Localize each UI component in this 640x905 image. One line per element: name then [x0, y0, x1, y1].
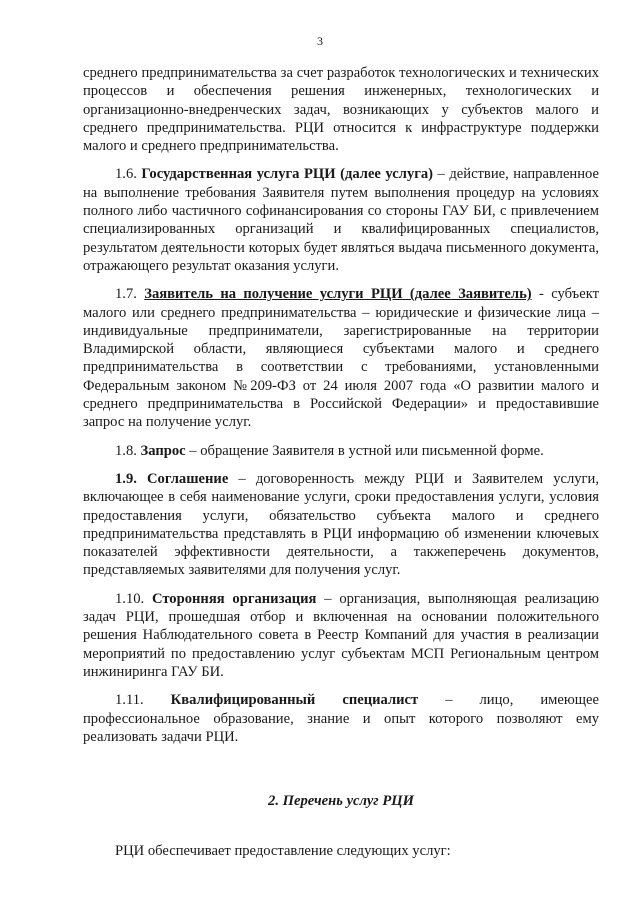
term-qualified-specialist: Квалифицированный специалист	[170, 692, 419, 709]
definition-text: – действие, направленное на выполнение требования Заявителя путем выполнения процедур на условиях полного либо частичного софинансирования со стороны ГАУ БИ, с привлечением специализированных организаций и квалифицированных специалистов, результатом деятельности которых будет являться выдача письменного документа, отражающего результат оказания услуги.	[83, 166, 599, 274]
page-number: 3	[317, 34, 323, 48]
term-applicant: Заявитель на получение услуги РЦИ (далее Заявитель)	[144, 286, 532, 303]
paragraph-number: 1.7.	[115, 286, 137, 303]
term-state-service: Государственная услуга РЦИ (далее услуга)	[141, 166, 434, 183]
term-third-party-organization: Сторонняя организация	[151, 590, 317, 607]
term-request: Запрос	[140, 442, 186, 459]
paragraph-1-8	[83, 442, 599, 460]
paragraph-number: 1.6.	[115, 166, 137, 183]
definition-text: – договоренность между РЦИ и Заявителем услуги, включающее в себя наименование услуги, сроки предоставления услуги, условия предоставления услуги, обязательство субъекта малого и среднего предпринимательства представлять в РЦИ информацию об изменении ключевых показателей эффективности деятельности, а такжеперечень документов, представляемых заявителями для получения услуг.	[83, 470, 599, 579]
section-2-intro: РЦИ обеспечивает предоставление следующих услуг:	[115, 843, 451, 860]
paragraph-number: 1.11.	[115, 692, 144, 709]
term-agreement: Соглашение	[147, 470, 229, 487]
paragraph-number: 1.9.	[115, 470, 137, 487]
paragraph-1-7	[83, 285, 599, 431]
definition-text: – обращение Заявителя в устной или письменной форме.	[185, 442, 544, 459]
paragraph-1-11	[83, 691, 599, 746]
paragraph-intro: среднего предпринимательства за счет разработок технологических и технических процессов и обеспечения решения инженерных, технологических и организационно-внедренческих задач, возникающих у субъектов малого и среднего предпринимательства. РЦИ относится к инфраструктуре поддержки малого и среднего предпринимательства.	[83, 65, 599, 155]
definition-text: - субъект малого или среднего предпринимательства – юридические и физические лица – индивидуальные предприниматели, зарегистрированные на территории Владимирской области, являющиеся субъектами малого и среднего предпринимательства в соответствии с требованиями, установленными Федеральным законом №209-ФЗ от 24 июля 2007 года «О развитии малого и среднего предпринимательства в Российской Федерации» и предоставившие запрос на получение услуг.	[83, 286, 599, 431]
definition-text: – организация, выполняющая реализацию задач РЦИ, прошедшая отбор и включенная на основании положительного решения Наблюдательного совета в Реестр Компаний для участия в реализации мероприятий по предоставлению услуг субъектам МСП Региональным центром инжиниринга ГАУ БИ.	[83, 590, 599, 680]
definition-text: – лицо, имеющее профессиональное образование, знание и опыт которого позволяют ему реализовать задачи РЦИ.	[83, 692, 599, 745]
paragraph-number: 1.10.	[115, 590, 145, 607]
paragraph-1-9	[83, 470, 599, 580]
paragraph-number: 1.8.	[115, 442, 137, 459]
paragraph-1-6	[83, 165, 599, 275]
section-2-title: 2. Перечень услуг РЦИ	[268, 793, 414, 810]
document-body	[83, 64, 599, 861]
paragraph-1-10	[83, 590, 599, 681]
